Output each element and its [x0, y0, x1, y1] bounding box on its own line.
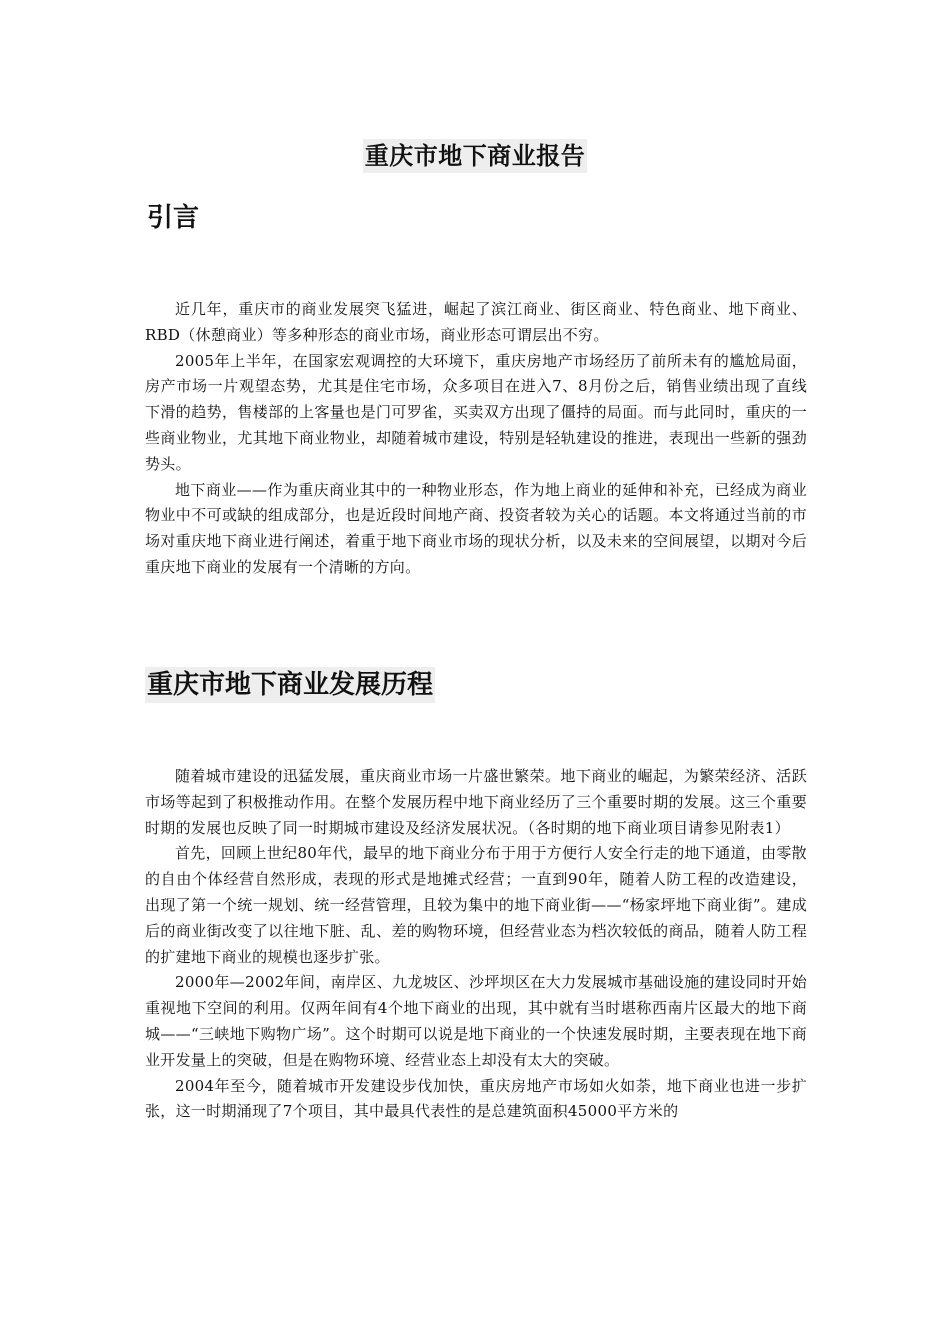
section-body-development-history: [145, 764, 807, 1125]
paragraph: 2004年至今，随着城市开发建设步伐加快，重庆房地产市场如火如荼，地下商业也进一步扩张，这一时期涌现了7个项目，其中最具代表性的是总建筑面积45000平方米的: [145, 1076, 807, 1121]
paragraph: 近几年，重庆市的商业发展突飞猛进，崛起了滨江商业、街区商业、特色商业、地下商业、RBD（休憩商业）等多种形态的商业市场，商业形态可谓层出不穷。: [145, 300, 807, 344]
section-heading-development-history: [145, 667, 435, 703]
paragraph: 地下商业——作为重庆商业其中的一种物业形态，作为地上商业的延伸和补充，已经成为商业物业中不可或缺的组成部分，也是近段时间地产商、投资者较为关心的话题。本文将通过当前的市场对重庆地下商业进行阐述，着重于地下商业市场的现状分析，以及未来的空间展望，以期对今后重庆地下商业的发展有一个清晰的方向。: [145, 480, 807, 576]
paragraph: 随着城市建设的迅猛发展，重庆商业市场一片盛世繁荣。地下商业的崛起，为繁荣经济、活跃市场等起到了积极推动作用。在整个发展历程中地下商业经历了三个重要时期的发展。这三个重要时期的发展也反映了同一时期城市建设及经济发展状况。（各时期的地下商业项目请参见附表1）: [145, 767, 807, 837]
document-title-text: 重庆市地下商业报告: [363, 139, 588, 173]
section-heading-text: 重庆市地下商业发展历程: [145, 667, 435, 703]
paragraph: 首先，回顾上世纪80年代，最早的地下商业分布于用于方便行人安全行走的地下通道，由零散的自由个体经营自然形成，表现的形式是地摊式经营；一直到90年，随着人防工程的改造建设，出现了第一个统一规划、统一经营管理，且较为集中的地下商业街——“杨家坪地下商业街”。建成后的商业街改变了以往地下脏、乱、差的购物环境，但经营业态为档次较低的商品，随着人防工程的扩建地下商业的规模也逐步扩张。: [145, 844, 807, 966]
document-title: [0, 134, 950, 173]
section-heading-text: 引言: [147, 203, 200, 233]
paragraph: 2005年上半年，在国家宏观调控的大环境下，重庆房地产市场经历了前所未有的尴尬局面，房产市场一片观望态势，尤其是住宅市场，众多项目在进入7、8月份之后，销售业绩出现了直线下滑的趋势，售楼部的上客量也是门可罗雀，买卖双方出现了僵持的局面。而与此同时，重庆的一些商业物业，尤其地下商业物业，却随着城市建设，特别是轻轨建设的推进，表现出一些新的强劲势头。: [145, 351, 807, 473]
section-heading-introduction: [145, 200, 201, 236]
section-body-introduction: [145, 297, 807, 581]
paragraph: 2000年—2002年间，南岸区、九龙坡区、沙坪坝区在大力发展城市基础设施的建设同时开始重视地下空间的利用。仅两年间有4个地下商业的出现，其中就有当时堪称西南片区最大的地下商城——“三峡地下购物广场”。这个时期可以说是地下商业的一个快速发展时期，主要表现在地下商业开发量上的突破，但是在购物环境、经营业态上却没有太大的突破。: [145, 973, 807, 1069]
